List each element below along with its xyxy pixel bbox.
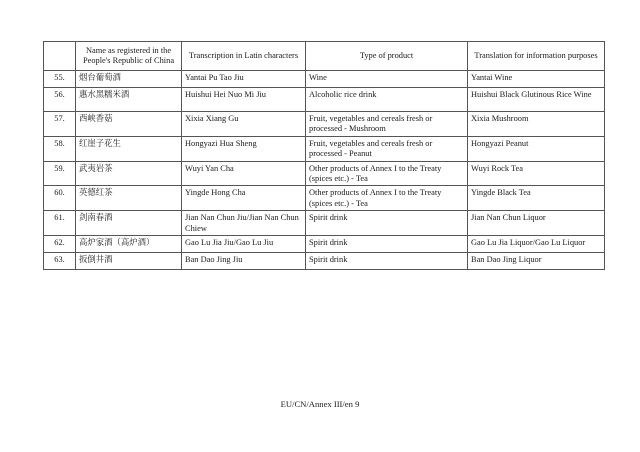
row-number: 55. <box>44 71 76 88</box>
row-number: 60. <box>44 186 76 211</box>
row-number: 56. <box>44 88 76 112</box>
table-row <box>44 186 605 211</box>
table-row <box>44 211 605 236</box>
row-product-type: Alcoholic rice drink <box>306 88 468 112</box>
table-row <box>44 253 605 270</box>
header-number <box>44 42 76 71</box>
row-chinese-name: 扳倒井酒 <box>76 253 182 270</box>
header-translation: Translation for information purposes <box>468 42 605 71</box>
row-number: 57. <box>44 112 76 137</box>
row-translation: Yingde Black Tea <box>468 186 605 211</box>
page-footer-reference: EU/CN/Annex III/en 9 <box>280 399 360 409</box>
row-product-type: Other products of Annex I to the Treaty (spices etc.) - Tea <box>306 161 468 186</box>
header-name: Name as registered in the People's Republic of China <box>76 42 182 71</box>
header-transcription: Transcription in Latin characters <box>182 42 306 71</box>
row-product-type: Wine <box>306 71 468 88</box>
row-transcription: Ban Dao Jing Jiu <box>182 253 306 270</box>
row-product-type: Spirit drink <box>306 253 468 270</box>
row-chinese-name: 烟台葡萄酒 <box>76 71 182 88</box>
row-translation: Gao Lu Jia Liquor/Gao Lu Liquor <box>468 236 605 253</box>
row-chinese-name: 惠水黑糯米酒 <box>76 88 182 112</box>
row-product-type: Fruit, vegetables and cereals fresh or processed - Mushroom <box>306 112 468 137</box>
row-translation: Ban Dao Jing Liquor <box>468 253 605 270</box>
row-product-type: Spirit drink <box>306 236 468 253</box>
row-translation: Jian Nan Chun Liquor <box>468 211 605 236</box>
row-chinese-name: 西峡香菇 <box>76 112 182 137</box>
row-transcription: Gao Lu Jia Jiu/Gao Lu Jiu <box>182 236 306 253</box>
row-chinese-name: 剑南春酒 <box>76 211 182 236</box>
table-row <box>44 112 605 137</box>
row-translation: Wuyi Rock Tea <box>468 161 605 186</box>
row-transcription: Xixia Xiang Gu <box>182 112 306 137</box>
row-transcription: Yingde Hong Cha <box>182 186 306 211</box>
row-chinese-name: 英德红茶 <box>76 186 182 211</box>
gi-table <box>43 41 605 270</box>
row-transcription: Huishui Hei Nuo Mi Jiu <box>182 88 306 112</box>
row-product-type: Other products of Annex I to the Treaty (spices etc.) - Tea <box>306 186 468 211</box>
row-number: 62. <box>44 236 76 253</box>
row-transcription: Jian Nan Chun Jiu/Jian Nan Chun Chiew <box>182 211 306 236</box>
row-translation: Yantai Wine <box>468 71 605 88</box>
table-row <box>44 88 605 112</box>
table-row <box>44 161 605 186</box>
row-chinese-name: 高炉家酒（高炉酒） <box>76 236 182 253</box>
row-number: 59. <box>44 161 76 186</box>
table-row <box>44 71 605 88</box>
row-chinese-name: 红崖子花生 <box>76 136 182 161</box>
row-translation: Hongyazi Peanut <box>468 136 605 161</box>
row-transcription: Hongyazi Hua Sheng <box>182 136 306 161</box>
row-transcription: Yantai Pu Tao Jiu <box>182 71 306 88</box>
table-row <box>44 136 605 161</box>
table-header-row <box>44 42 605 71</box>
table-row <box>44 236 605 253</box>
row-translation: Huishui Black Glutinous Rice Wine <box>468 88 605 112</box>
row-chinese-name: 武夷岩茶 <box>76 161 182 186</box>
row-transcription: Wuyi Yan Cha <box>182 161 306 186</box>
row-number: 61. <box>44 211 76 236</box>
row-product-type: Fruit, vegetables and cereals fresh or processed - Peanut <box>306 136 468 161</box>
row-number: 58. <box>44 136 76 161</box>
row-product-type: Spirit drink <box>306 211 468 236</box>
row-translation: Xixia Mushroom <box>468 112 605 137</box>
header-type: Type of product <box>306 42 468 71</box>
row-number: 63. <box>44 253 76 270</box>
